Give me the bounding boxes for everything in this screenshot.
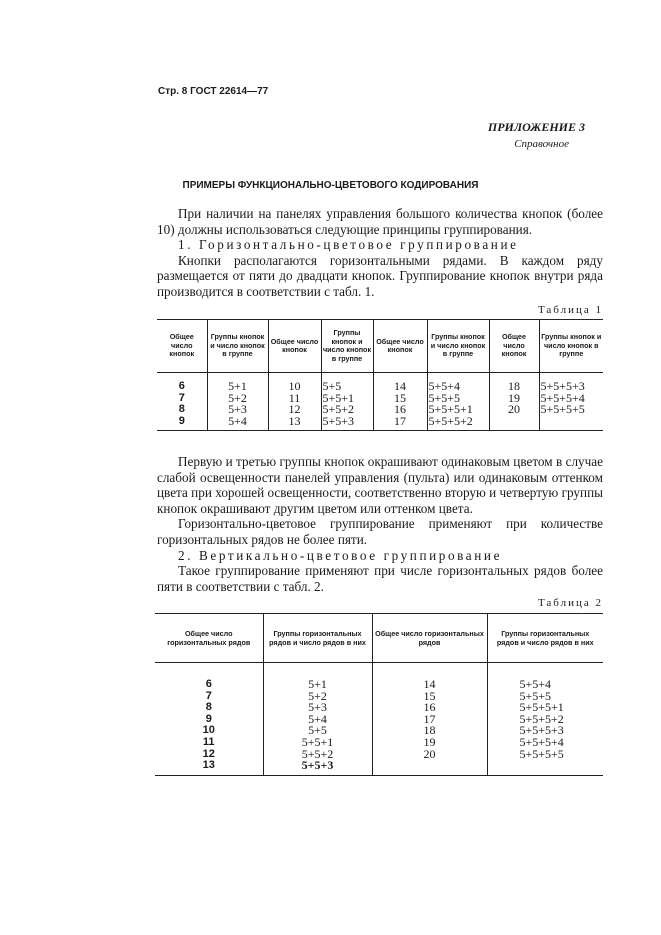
table-cell: 5+5+5+5 [487, 749, 603, 761]
table-cell: 5+5 [263, 725, 372, 737]
table2-header: Группы горизонтальных рядов и число рядов в них [487, 614, 603, 663]
section1-title: 1. Горизонтально-цветовое группирование [178, 237, 519, 253]
table-cell: 5+5+5+2 [427, 416, 489, 431]
table-cell: 5+5+4 [487, 663, 603, 691]
table-cell: 9 [205, 712, 212, 725]
table-cell: 18 [489, 373, 539, 393]
table2-header-row [155, 614, 603, 663]
table-cell: 5+2 [263, 691, 372, 703]
table-cell: 5+5+1 [321, 393, 373, 405]
table-cell: 17 [373, 416, 427, 431]
table-cell: 5+3 [207, 404, 268, 416]
intro-block [157, 206, 603, 300]
table2-header: Общее число горизонтальных рядов [372, 614, 487, 663]
table-cell: 16 [373, 404, 427, 416]
table-row [157, 393, 603, 405]
table-cell: 5+1 [263, 663, 372, 691]
table-cell: 5+5+3 [321, 416, 373, 431]
table-cell: 7 [205, 689, 212, 702]
table-cell: 9 [157, 416, 207, 431]
body-block [157, 454, 603, 594]
table-cell: 5+5+1 [263, 737, 372, 749]
table-cell: 14 [373, 373, 427, 393]
table-cell: 15 [373, 393, 427, 405]
table-cell: 5+1 [207, 373, 268, 393]
table-row [155, 663, 603, 691]
table-cell: 5+4 [207, 416, 268, 431]
table1-header: Группы кнопок и число кнопок в группе [539, 320, 603, 373]
table2-header: Общее число горизонтальных рядов [155, 614, 263, 663]
section1-text: Кнопки располагаются горизонтальными рядами. В каждом ряду размещается от пяти до двадцати кнопок. Группирование кнопок внутри ряда производится в соответствии с табл. 1. [157, 252, 603, 299]
table2 [155, 613, 603, 776]
table-cell [372, 760, 487, 775]
table-cell: 19 [372, 737, 487, 749]
table-cell: 12 [202, 747, 215, 760]
table1-header: Группы кнопок и число кнопок в группе [321, 320, 373, 373]
table-cell: 5+5 [321, 373, 373, 393]
table-cell: 11 [268, 393, 321, 405]
table2-caption: Таблица 2 [537, 597, 603, 609]
table-cell: 5+5+2 [263, 749, 372, 761]
table-cell: 5+5+5 [427, 393, 489, 405]
table-cell [487, 760, 603, 775]
table-cell [539, 416, 603, 431]
table-row [155, 760, 603, 775]
table-cell: 16 [372, 702, 487, 714]
table-cell: 5+5+5+1 [487, 702, 603, 714]
table-cell: 17 [372, 714, 487, 726]
section2-title: 2. Вертикально-цветовое группирование [178, 547, 503, 563]
section2-text: Такое группирование применяют при числе горизонтальных рядов более пяти в соответствии с табл. 2. [157, 563, 603, 594]
table-cell: 20 [372, 749, 487, 761]
table-cell: 6 [178, 380, 185, 392]
table1-caption: Таблица 1 [537, 304, 603, 316]
table-row [157, 373, 603, 393]
table1-header: Общее число кнопок [268, 320, 321, 373]
table-cell: 5+5+5+1 [427, 404, 489, 416]
table-cell: 5+5+5+4 [539, 393, 603, 405]
table-cell: 20 [489, 404, 539, 416]
table1-header: Общее число кнопок [373, 320, 427, 373]
table-cell: 5+5+5+4 [487, 737, 603, 749]
table1-header: Общее число кнопок [489, 320, 539, 373]
table-cell: 10 [268, 373, 321, 393]
table-cell: 10 [202, 724, 215, 737]
table1-header: Группы кнопок и число кнопок в группе [207, 320, 268, 373]
table-cell: 14 [372, 663, 487, 691]
table1-header-row [157, 320, 603, 373]
table-cell: 18 [372, 725, 487, 737]
table-cell: 15 [372, 691, 487, 703]
table-row [157, 416, 603, 431]
table-cell: 19 [489, 393, 539, 405]
intro-paragraph: При наличии на панелях управления большого количества кнопок (более 10) должны использоваться следующие принципы группирования. [157, 206, 603, 237]
table-cell: 5+2 [207, 393, 268, 405]
table-cell: 13 [268, 416, 321, 431]
table-cell: 11 [202, 735, 215, 748]
table-cell: 13 [155, 760, 263, 775]
table-cell: 5+5+3 [263, 760, 372, 775]
appendix-subtitle: Справочное [514, 138, 569, 150]
limit-paragraph: Горизонтально-цветовое группирование применяют при количестве горизонтальных рядов не более пяти. [157, 516, 603, 547]
table-cell: 5+5+5+5 [539, 404, 603, 416]
section-heading: ПРИМЕРЫ ФУНКЦИОНАЛЬНО-ЦВЕТОВОГО КОДИРОВАНИЯ [182, 180, 479, 191]
table-cell: 5+5+5 [487, 691, 603, 703]
table-cell: 5+4 [263, 714, 372, 726]
table-cell: 5+5+5+2 [487, 714, 603, 726]
table1 [157, 319, 603, 431]
table-cell: 5+5+4 [427, 373, 489, 393]
page-header: Стр. 8 ГОСТ 22614—77 [158, 86, 269, 97]
table-cell [489, 416, 539, 431]
table-cell: 5+5+5+3 [539, 373, 603, 393]
table-cell: 5+5+5+3 [487, 725, 603, 737]
table-cell: 12 [268, 404, 321, 416]
color-paragraph: Первую и третью группы кнопок окрашивают одинаковым цветом в случае слабой освещенности панелей управления (пульта) или одинаковым оттенком цвета при хорошей освещенности, соответственно вторую и четвертую группы кнопок окрашивают другим цветом или оттенком цвета. [157, 454, 603, 516]
table2-header: Группы горизонтальных рядов и число рядов в них [263, 614, 372, 663]
table-cell: 5+3 [263, 702, 372, 714]
table-cell: 5+5+2 [321, 404, 373, 416]
table-row [155, 749, 603, 761]
appendix-title: ПРИЛОЖЕНИЕ 3 [487, 120, 585, 134]
table1-header: Группы кнопок и число кнопок в группе [427, 320, 489, 373]
table-cell: 8 [178, 403, 185, 415]
table-cell: 6 [205, 678, 212, 690]
table1-header: Общее число кнопок [157, 320, 207, 373]
table-cell: 7 [178, 391, 185, 404]
table-row [157, 404, 603, 416]
table-cell: 8 [205, 701, 212, 714]
